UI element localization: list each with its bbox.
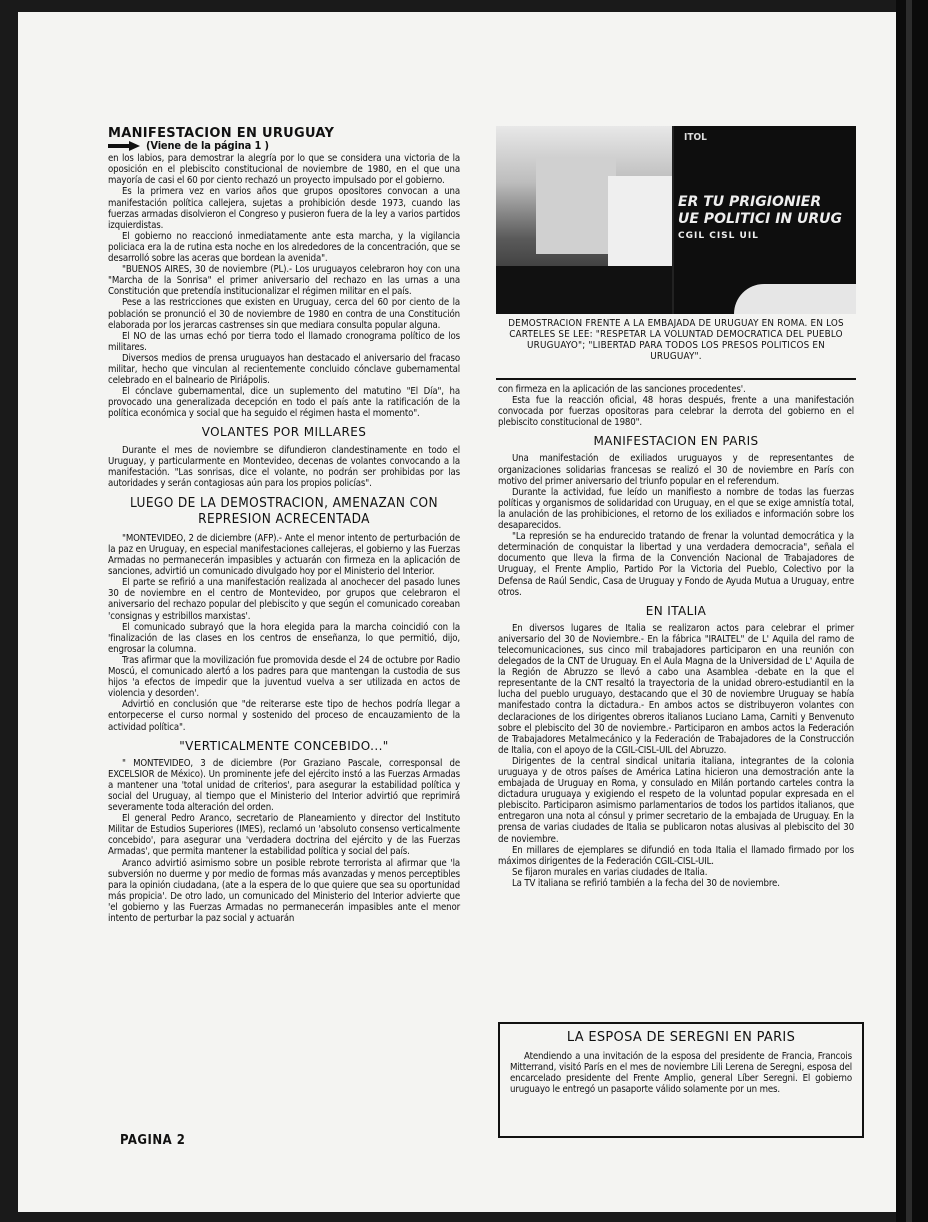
scan-edge <box>896 0 928 1222</box>
left-column <box>108 128 460 924</box>
banner-text-1: ER TU PRIGIONIER <box>678 194 822 210</box>
seregni-box <box>498 1022 864 1138</box>
paragraph: El gobierno no reaccionó inmediatamente ante esta marcha, y la vigilancia policiaca era la de rutina esta noche en los alrededores de la concentración, que se desarrolló sobre las aceras que bordean la avenida". <box>108 230 460 265</box>
paragraph: "La represión se ha endurecido tratando de frenar la voluntad democrática y la determinación de conquistar la libertad y una verdadera democracia", señala el documento que lleva la firma de la Convención Nacional de Trabajadores de Uruguay, el Frente Amplio, Partido Por la Victoria del Pueblo, Colectivo por la Defensa de Raúl Sendic, Casa de Uruguay y Fondo de Ayuda Mutua a Uruguay, entre otros. <box>498 531 854 598</box>
subheading-italia: EN ITALIA <box>645 603 707 618</box>
paragraph: Durante la actividad, fue leído un manifiesto a nombre de todas las fuerzas políticas y organismos de solidaridad con Uruguay, en el que se exige amnistía total, la anulación de las prohibiciones, el retorno de los exiliados e información sobre los desaparecidos. <box>498 486 854 532</box>
article-heading: MANIFESTACION EN URUGUAY <box>108 126 335 141</box>
paragraph: Diversos medios de prensa uruguayos han destacado el aniversario del fracaso militar, hecho que vinculan al recientemente concluido cónclave gubernamental celebrado en el balneario de Piriápolis. <box>108 352 460 387</box>
box-title: LA ESPOSA DE SEREGNI EN PARIS <box>566 1030 796 1045</box>
banner-text-2: UE POLITICI IN URUG <box>678 211 843 227</box>
right-column <box>498 384 854 889</box>
paragraph: La TV italiana se refirió también a la fecha del 30 de noviembre. <box>512 877 780 889</box>
photo-street <box>496 126 672 314</box>
subheading-represion: LUEGO DE LA DEMOSTRACION, AMENAZAN CON REPRESION ACRECENTADA <box>130 494 438 527</box>
paragraph: en los labios, para demostrar la alegría por lo que se considera una victoria de la oposición en el plebiscito constitucional de noviembre de 1980, en el que una mayoría de casi el 60 por ciento rechazó un proyecto impulsado por el gobierno. <box>108 153 460 187</box>
demonstration-photo <box>496 126 856 314</box>
paragraph: El comunicado subrayó que la hora elegida para la marcha coincidió con la 'finalización de las clases en los centros de enseñanza, lo que permitió, dijo, engrosar la columna. <box>108 621 460 655</box>
page-number: PAGINA 2 <box>120 1133 186 1148</box>
paragraph: En millares de ejemplares se difundió en toda Italia el llamado firmado por los máximos dirigentes de la Federación CGIL-CISL-UIL. <box>498 844 854 867</box>
continued-label: (Viene de la página 1 ) <box>146 139 269 153</box>
subheading-volantes: VOLANTES POR MILLARES <box>201 425 367 440</box>
subheading-paris: MANIFESTACION EN PARIS <box>593 434 759 449</box>
subheading-vertical: "VERTICALMENTE CONCEBIDO..." <box>179 738 389 753</box>
paragraph: Durante el mes de noviembre se difundieron clandestinamente en todo el Uruguay, y particularmente en Montevideo, decenas de volantes convocando a la manifestación. "Las sonrisas, dice el volante, no podrán ser prohibidas por las autoridades y serán contagiosas aún para los propios policías". <box>108 444 460 489</box>
arrow-icon <box>108 141 140 151</box>
paragraph: El cónclave gubernamental, dice un suplemento del matutino "El Día", ha provocado una generalizada decepción en todo el país ante la ratificación de la política económica y social que ha seguido el régimen hasta el momento". <box>108 386 460 420</box>
paragraph: Es la primera vez en varios años que grupos opositores convocan a una manifestación política callejera, sujetas a prohibición desde 1973, cuando las fuerzas armadas disolvieron el Congreso y pusieron fuera de la ley a varios partidos izquierdistas. <box>108 186 460 231</box>
paragraph: "MONTEVIDEO, 2 de diciembre (AFP).- Ante el menor intento de perturbación de la paz en Uruguay, en especial manifestaciones callejeras, el gobierno y las Fuerzas Armadas no permanecerán impasibles y actuarán con firmeza en la aplicación de sanciones, advirtió un comunicado divulgado hoy por el Ministerio del Interior. <box>108 532 460 578</box>
paragraph: "BUENOS AIRES, 30 de noviembre (PL).- Los uruguayos celebraron hoy con una "Marcha de la Sonrisa" el primer aniversario del rechazo en las urnas a una Constitución que pretendía institucionalizar el régimen militar en el país. <box>108 264 460 298</box>
newspaper-page <box>18 12 896 1212</box>
divider <box>496 378 856 380</box>
photo-banner: ITOL ER TU PRIGIONIER UE POLITICI IN URUG CGIL CISL UIL <box>674 126 856 314</box>
paragraph: con firmeza en la aplicación de las sanciones procedentes'. <box>498 384 746 395</box>
photo-caption: DEMOSTRACION FRENTE A LA EMBAJADA DE URUGUAY EN ROMA. EN LOS CARTELES SE LEE: "RESPETAR LA VOLUNTAD DEMOCRATICA DEL PUEBLO URUGUAYO"; "LIBERTAD PARA TODOS LOS PRESOS POLITICOS EN URUGUAY". <box>508 318 844 362</box>
paragraph: Dirigentes de la central sindical unitaria italiana, integrantes de la colonia uruguaya y de otros países de América Latina hicieron una demostración ante la embajada de Uruguay en Roma, y consulado en Milán portando carteles contra la dictadura uruguaya y exigiendo el respeto de la voluntad popular expresada en el plebiscito. Participaron asimismo parlamentarios de todos los partidos italianos, que entregaron una nota al cónsul y primer secretario de la embajada de Uruguay. En la prensa de varias ciudades de Italia se publicaron notas alusivas al plebiscito del 30 de noviembre. <box>498 755 854 845</box>
paragraph: Una manifestación de exiliados uruguayos y de representantes de organizaciones solidarias francesas se realizó el 30 de noviembre en París con motivo del primer aniversario del triunfo popular en el referendum. <box>498 453 854 487</box>
box-text: Atendiendo a una invitación de la esposa del presidente de Francia, Francois Mitterrand, visitó París en el mes de noviembre Lili Lerena de Seregni, esposa del encarcelado presidente del Frente Amplio, general Líber Seregni. El gobierno uruguayo le entregó un pasaporte válido solamente por un mes. <box>510 1051 852 1095</box>
paragraph: El NO de las urnas echó por tierra todo el llamado cronograma político de los militares. <box>108 330 460 353</box>
paragraph: El parte se refirió a una manifestación realizada al anochecer del pasado lunes 30 de noviembre en el centro de Montevideo, por grupos que celebraron el aniversario del rechazo popular del plebiscito y que según el comunicado coreaban 'consignas y estribillos marxistas'. <box>108 577 460 622</box>
continued-line <box>108 140 460 151</box>
paragraph: Esta fue la reacción oficial, 48 horas después, frente a una manifestación convocada por fuerzas opositoras para celebrar la derrota del gobierno en el plebiscito constitucional de 1980". <box>498 395 854 429</box>
paragraph: Aranco advirtió asimismo sobre un posible rebrote terrorista al afirmar que 'la subversión no duerme y por medio de formas más avanzadas y menos perceptibles para la opinión ciudadana, (ate a la espera de lo que quiere que sea su oportunidad más propicia'. De otro lado, un comunicado del Ministerio del Interior advierte que 'el gobierno y las Fuerzas Armadas no permanecerán impasibles ante el menor intento de perturbar la paz social y actuarán <box>108 857 460 924</box>
paragraph: Se fijaron murales en varias ciudades de Italia. <box>512 866 708 878</box>
paragraph: En diversos lugares de Italia se realizaron actos para celebrar el primer aniversario del 30 de Noviembre.- En la fábrica "IRALTEL" de L' Aquila del ramo de telecomunicaciones, sus cinco mil trabajadores participaron en una reunión con delegados de la CNT de Uruguay. En el Aula Magna de la Universidad de L' Aquila de la Región de Abruzzo se llevó a cabo una Asamblea -debate en la que el representante de la CNT resaltó la trayectoria de la unidad obrero-estudiantil en la lucha del pueblo uruguayo, destacando que el 30 de noviembre Uruguay se había manifestado contra la dictadura.- En ambos actos se distribuyeron volantes con declaraciones de los dirigentes obreros italianos Luciano Lama, Carniti y Benvenuto sobre el plebiscito del 30 de noviembre.- Participaron en ambos actos la Federación de Trabajadores Metalmecánico y la Federación de Trabajadores de la Construcción de Italia, con el apoyo de la CGIL-CISL-UIL del Abruzzo. <box>498 622 854 756</box>
paragraph: Advirtió en conclusión que "de reiterarse este tipo de hechos podría llegar a entorpecerse el curso normal y sostenido del proceso de encauzamiento de la actividad política". <box>108 699 460 733</box>
banner-text-3: CGIL CISL UIL <box>678 231 759 241</box>
paragraph: Pese a las restricciones que existen en Uruguay, cerca del 60 por ciento de la población se pronunció el 30 de noviembre de 1980 en contra de una Constitución elaborada por los jerarcas castrenses sin que mediara consulta popular alguna. <box>108 297 460 331</box>
paragraph: " MONTEVIDEO, 3 de diciembre (Por Graziano Pascale, corresponsal de EXCELSIOR de México). Un prominente jefe del ejército instó a las Fuerzas Armadas a mantener una 'total unidad de criterios', para asegurar la estabilidad política y social del Uruguay, al tiempo que el Ministerio del Interior advirtió que reprimirá severamente toda alteración del orden. <box>108 757 460 814</box>
paragraph: Tras afirmar que la movilización fue promovida desde el 24 de octubre por Radio Moscú, el comunicado alertó a los padres para que mantengan la custodia de sus hijos 'a efectos de impedir que la juventud vuelva a ser utilizada en actos de violencia y desorden'. <box>108 654 460 700</box>
paragraph: El general Pedro Aranco, secretario de Planeamiento y director del Instituto Militar de Estudios Superiores (IMES), reclamó un 'absoluto consenso verticalmente concebido', para asegurar una 'verdadera doctrina del ejército y de las Fuerzas Armadas', que permita mantener la estabilidad política y social del país. <box>108 813 460 858</box>
